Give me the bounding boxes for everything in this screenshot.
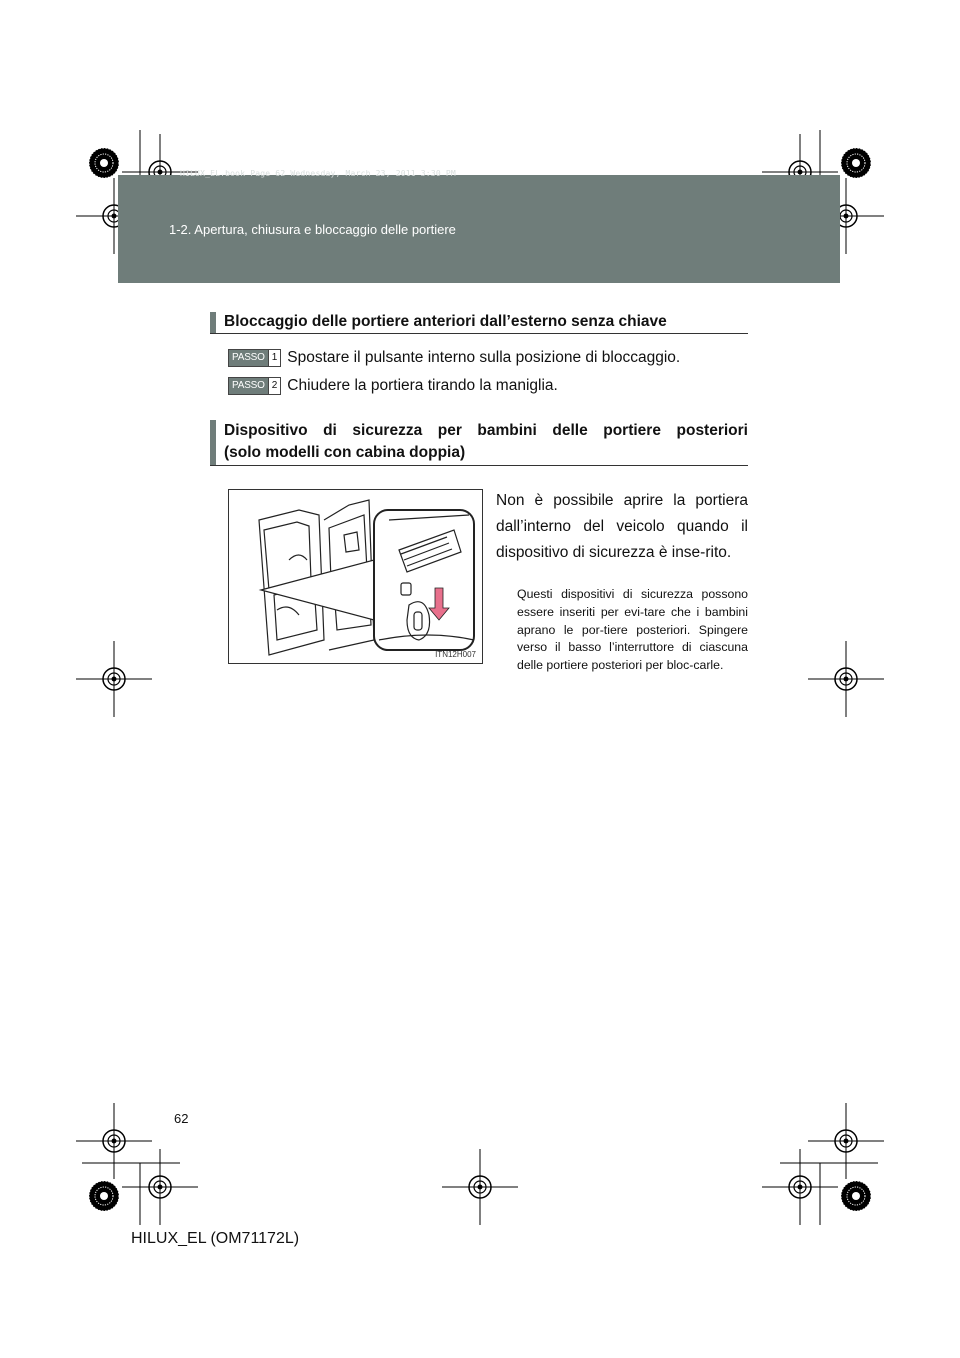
- registration-mark-icon: [762, 1149, 838, 1225]
- child-lock-description: Non è possibile aprire la portiera dall’interno del veicolo quando il dispositivo di sicurezza è inse-rito.: [496, 492, 748, 561]
- section-title: 1-2. Apertura, chiusura e bloccaggio delle portiere: [169, 222, 456, 237]
- registration-mark-icon: [808, 1103, 884, 1179]
- section2-heading-line2: (solo modelli con cabina doppia): [224, 444, 466, 461]
- registration-mark-icon: [442, 1149, 518, 1225]
- section1-heading: [210, 312, 748, 334]
- book-stamp: HILUX_EL.book Page 62 Wednesday, March 23, 2011 3:30 PM: [180, 169, 456, 178]
- door-illustration: [229, 490, 482, 663]
- step-text: Chiudere la portiera tirando la maniglia.: [287, 377, 558, 394]
- star-target-icon: [89, 148, 119, 178]
- section1-heading-text: Bloccaggio delle portiere anteriori dall’esterno senza chiave: [224, 313, 667, 330]
- registration-mark-icon: [76, 641, 152, 717]
- registration-mark-icon: [122, 1149, 198, 1225]
- step-badge: PASSO 2: [228, 377, 281, 395]
- registration-mark-icon: [808, 641, 884, 717]
- section2-heading: [210, 420, 748, 466]
- figure-code: ITN12H007: [435, 650, 476, 659]
- registration-mark-icon: [76, 1103, 152, 1179]
- child-lock-note: Questi dispositivi di sicurezza possono essere inseriti per evi-tare che i bambini aprano le por-tiere posteriori. Spingere verso il basso l’interruttore di ciascuna delle portiere posteriori per bloc-carle.: [517, 587, 748, 673]
- step-2: [228, 377, 558, 395]
- step-text: Spostare il pulsante interno sulla posizione di bloccaggio.: [287, 349, 681, 366]
- star-target-icon: [89, 1181, 119, 1211]
- star-target-icon: [841, 1181, 871, 1211]
- star-target-icon: [841, 148, 871, 178]
- step-badge: PASSO 1: [228, 349, 281, 367]
- page-number: 62: [174, 1111, 189, 1126]
- manual-code: HILUX_EL (OM71172L): [131, 1230, 300, 1247]
- step-1: [228, 349, 680, 367]
- section2-heading-line1: Dispositivo di sicurezza per bambini delle portiere posteriori: [224, 422, 748, 439]
- child-lock-illustration: [228, 489, 483, 664]
